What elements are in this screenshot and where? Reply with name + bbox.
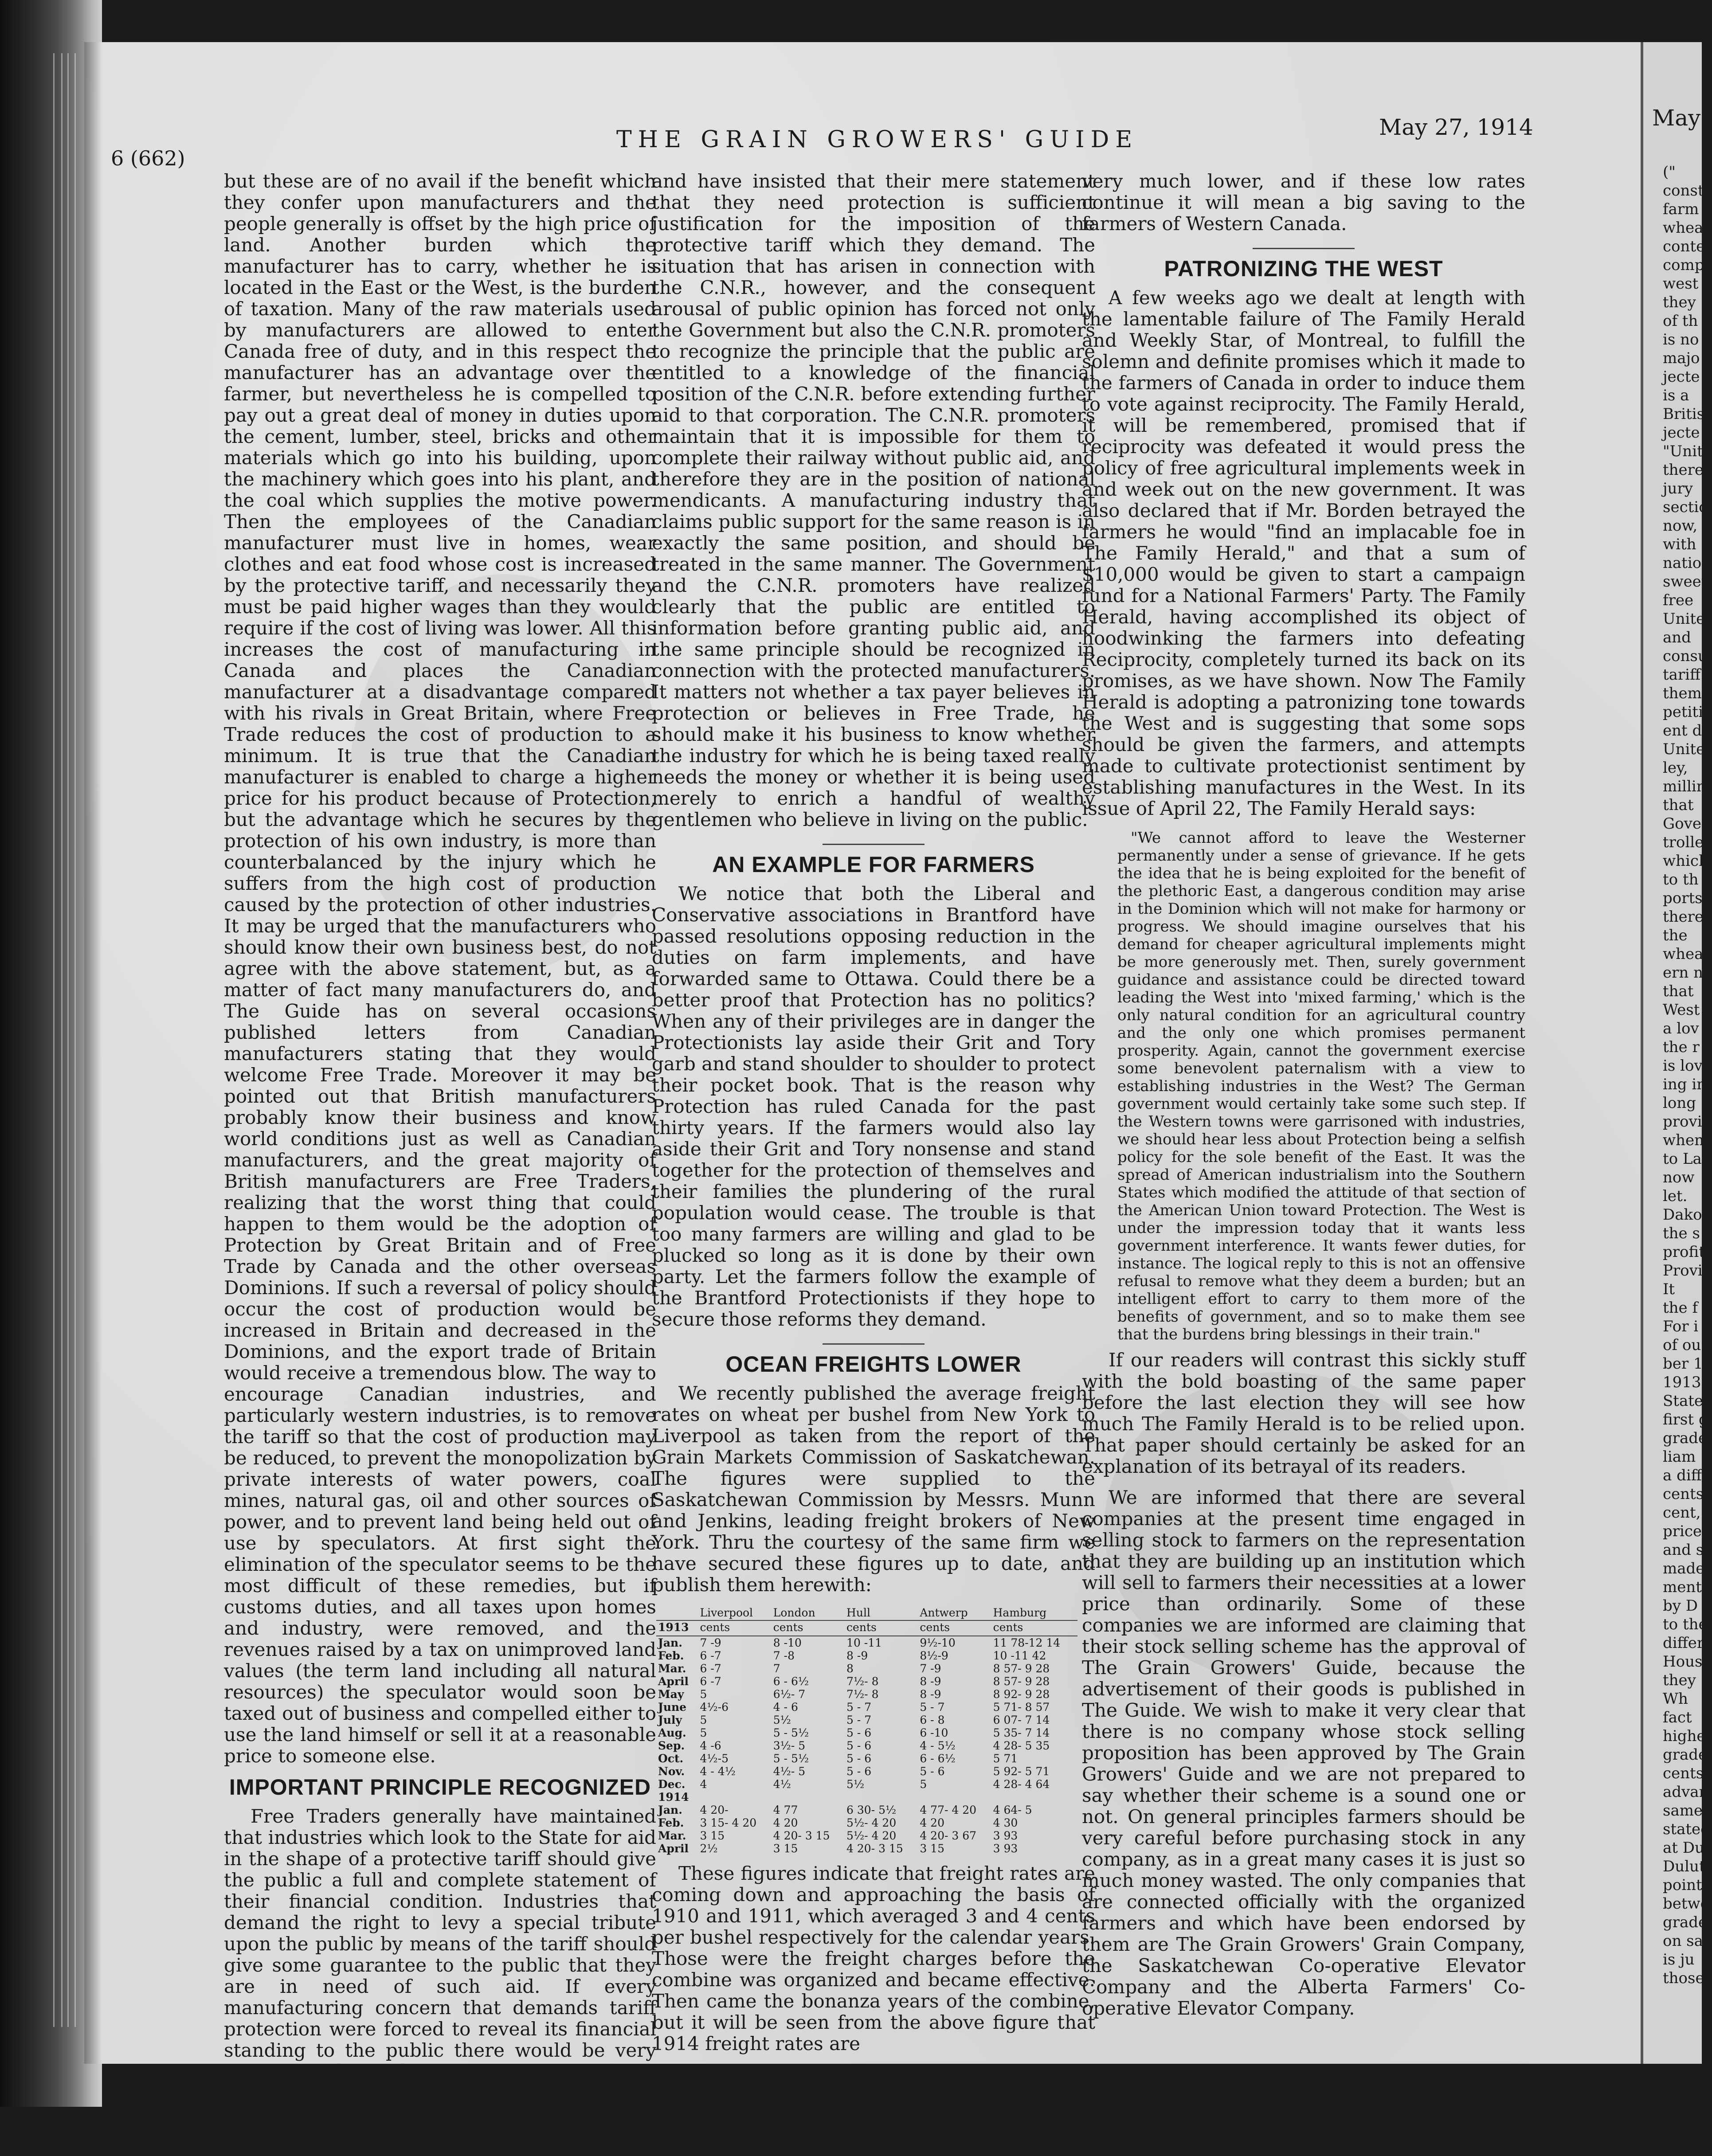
facing-page-text: first g — [1663, 1411, 1708, 1428]
table-cell: Jan. — [658, 1804, 682, 1816]
table-cell: 5 - 6 — [846, 1739, 872, 1752]
table-row — [656, 1688, 1077, 1701]
facing-page-text: there — [1663, 461, 1704, 479]
table-cell: 5 - 5½ — [773, 1726, 809, 1739]
table-cell: Dec. — [658, 1778, 686, 1791]
table-cell: 8 — [846, 1662, 854, 1675]
table-row — [656, 1675, 1077, 1688]
table-cell: 6 07- 7 14 — [993, 1714, 1050, 1726]
table-cell: 4 -6 — [700, 1739, 721, 1752]
facing-page-text: those — [1663, 1969, 1704, 1987]
facing-page-text: natio — [1663, 554, 1702, 572]
facing-page-text: ber 1 — [1663, 1355, 1703, 1373]
facing-page-text: Provi — [1663, 1262, 1703, 1280]
facing-page-text: differ — [1663, 1634, 1704, 1652]
table-row — [656, 1765, 1077, 1778]
table-cell: 6 - 6½ — [773, 1675, 809, 1688]
page-stack-edge — [67, 53, 69, 2027]
table-cell: Nov. — [658, 1765, 685, 1778]
facing-page-text: them — [1663, 685, 1702, 702]
facing-page-text: west — [1663, 275, 1699, 293]
table-cell: 5½ — [846, 1778, 865, 1791]
table-cell: 4 20- 3 67 — [920, 1829, 977, 1842]
facing-page-text: now, — [1663, 517, 1698, 535]
table-cell: 4 20 — [773, 1816, 798, 1829]
table-cell: 3½- 5 — [773, 1739, 806, 1752]
table-cell: 7 — [773, 1662, 780, 1675]
headline-ocean-freights-lower: OCEAN FREIGHTS LOWER — [725, 1352, 1022, 1377]
headline-important-principle: IMPORTANT PRINCIPLE RECOGNIZED — [229, 1775, 651, 1800]
table-cell: 5½ — [773, 1714, 791, 1726]
facing-page-text: to La — [1663, 1150, 1702, 1168]
section-divider — [823, 844, 925, 845]
facing-page-text: liam — [1663, 1448, 1696, 1466]
table-cell: 10 -11 42 — [993, 1649, 1046, 1662]
table-cell: 4 20 — [920, 1816, 944, 1829]
headline-patronizing-the-west: PATRONIZING THE WEST — [1164, 256, 1443, 281]
table-cell: 5 35- 7 14 — [993, 1726, 1050, 1739]
facing-page-text: Britis — [1663, 405, 1705, 423]
table-cell: 3 15- 4 20 — [700, 1816, 757, 1829]
table-cell: 7 -9 — [920, 1662, 941, 1675]
table-cell: 5½- 4 20 — [846, 1816, 897, 1829]
headline-example-for-farmers: AN EXAMPLE FOR FARMERS — [712, 852, 1035, 877]
table-row — [656, 1726, 1077, 1739]
facing-page-text: cent, — [1663, 1504, 1701, 1522]
facing-page-text: 1913, — [1663, 1373, 1706, 1391]
table-cell: April — [658, 1842, 689, 1855]
section-divider — [1253, 248, 1355, 249]
table-row — [656, 1791, 1077, 1804]
table-cell: 8 57- 9 28 — [993, 1675, 1050, 1688]
table-cell: 4 - 5½ — [920, 1739, 956, 1752]
facing-page-text: West — [1663, 1001, 1700, 1019]
facing-page-text: cents — [1663, 1765, 1704, 1782]
table-cell — [698, 1791, 771, 1804]
facing-page-text: grade — [1663, 1429, 1708, 1447]
table-cell: 4 64- 5 — [993, 1804, 1032, 1816]
facing-page-text: ment — [1663, 1578, 1702, 1596]
table-cell: 7 -9 — [700, 1636, 721, 1649]
table-cell: 6 - 8 — [920, 1714, 945, 1726]
column-2 — [652, 171, 1095, 2064]
table-cell: cents — [918, 1620, 991, 1636]
facing-page-text: let. — [1663, 1187, 1688, 1205]
facing-page-text: of th — [1663, 312, 1698, 330]
table-cell: 8 57- 9 28 — [993, 1662, 1050, 1675]
facing-page-text: highe — [1663, 1727, 1706, 1745]
facing-page-text: is a — [1663, 387, 1689, 404]
facing-page-text: ley, — [1663, 759, 1688, 777]
table-cell: 4 77- 4 20 — [920, 1804, 977, 1816]
facing-page-fragment — [1641, 42, 1712, 2064]
article-paragraph: If our readers will contrast this sickly stuff with the bold boasting of the same paper before the last election they will see how much The Family Herald is to be relied upon. That paper should certainly be asked for an explanation of its betrayal of its readers. — [1082, 1349, 1525, 1477]
table-cell: 5 - 6 — [846, 1765, 872, 1778]
table-row — [656, 1701, 1077, 1714]
facing-page-text: tariff — [1663, 666, 1701, 684]
table-cell: 4 30 — [993, 1816, 1018, 1829]
table-cell: Feb. — [658, 1816, 684, 1829]
table-cell: 6 30- 5½ — [846, 1804, 897, 1816]
article-paragraph: but these are of no avail if the benefit which they confer upon manufacturers and the people generally is offset by the high price of land. Another burden which the manufacturer has to carry, whether he is located in the East or the West, is the burden of taxation. Many of the raw materials used by manufacturers are allowed to enter Canada free of duty, and in this respect the manufacturer has an advantage over the farmer, but nevertheless he is compelled to pay out a great deal of money in duties upon the cement, lumber, steel, bricks and other materials which go into his building, upon the machinery which goes into his plant, and the coal which supplies the motive power. Then the employees of the Canadian manufacturer must live in homes, wear clothes and eat food whose cost is increased by the protective tariff, and necessarily they must be paid higher wages than they would require if the cost of living was lower. All this increases the cost of manufacturing in Canada and places the Canadian manufacturer at a disadvantage compared with his rivals in Great Britain, where Free Trade reduces the cost of production to a minimum. It is true that the Canadian manufacturer is enabled to charge a higher price for his product because of Protection, but the advantage which he secures by the protection of his own industry, is more than counterbalanced by the injury which he suffers from the high cost of production caused by the protection of other industries. It may be urged that the manufacturers who should know their own business best, do not agree with the above statement, but, as a matter of fact many manufacturers do, and The Guide has on several occasions published letters from Canadian manufacturers stating that they would welcome Free Trade. Moreover it may be pointed out that British manufacturers probably know their business and know world conditions just as well as Canadian manufacturers, and the great majority of British manufacturers are Free Traders, realizing that the worst thing that could happen to them would be the adoption of Protection by Great Britain and of Free Trade by Canada and the other overseas Dominions. If such a reversal of policy should occur the cost of production would be increased in Britain and decreased in the Dominions, and the export trade of Britain would receive a tremendous blow. The way to encourage Canadian industries, and particularly western industries, is to remove the tariff so that the cost of production may be reduced, to prevent the monopolization by private interests of water powers, coal mines, natural gas, oil and other sources of power, and to prevent land being held out of use by speculators. At first sight the elimination of the speculator seems to be the most difficult of these remedies, but if customs duties, and all taxes upon homes and industry, were removed, and the revenues raised by a tax on unimproved land values (the term land including all natural resources) the speculator would soon be taxed out of business and compelled either to use the land himself or sell it at a reasonable price to someone else. — [224, 170, 656, 1767]
facing-page-text: by D — [1663, 1597, 1698, 1615]
table-header-row — [656, 1605, 1077, 1620]
facing-page-text: whea — [1663, 945, 1704, 963]
table-cell: 10 -11 — [846, 1636, 882, 1649]
table-row — [656, 1816, 1077, 1829]
page-number: 6 (662) — [111, 146, 185, 170]
table-cell: 4 — [700, 1778, 707, 1791]
facing-page-text: Wh — [1663, 1690, 1688, 1708]
facing-page-text: State — [1663, 1392, 1704, 1410]
table-cell: 8 -10 — [773, 1636, 802, 1649]
table-cell: Mar. — [658, 1829, 686, 1842]
table-cell: 6½- 7 — [773, 1688, 806, 1701]
facing-page-text: ports — [1663, 889, 1703, 907]
facing-page-text: is no — [1663, 331, 1699, 348]
table-cell: 3 93 — [993, 1829, 1018, 1842]
table-cell: 5 — [700, 1688, 707, 1701]
article-paragraph: These figures indicate that freight rates are coming down and approaching the basis of 1910 and 1911, which averaged 3 and 4 cents per bushel respectively for the calendar years. Those were the freight charges before the combine was organized and became effective. Then came the bonanza years of the combine, but it will be seen from the above figure that 1914 freight rates are — [652, 1863, 1095, 2054]
table-cell: 5½- 4 20 — [846, 1829, 897, 1842]
facing-page-text: same — [1663, 1802, 1703, 1819]
table-cell: 4½-6 — [700, 1701, 729, 1714]
facing-page-text: Dako — [1663, 1206, 1702, 1224]
facing-page-text: consu — [1663, 647, 1708, 665]
facing-page-text: with — [1663, 536, 1696, 553]
table-row — [656, 1739, 1077, 1752]
table-cell: 5 71 — [993, 1752, 1018, 1765]
facing-page-text: (" — [1663, 163, 1676, 181]
facing-page-text: petiti — [1663, 703, 1703, 721]
article-paragraph: Free Traders generally have maintained that industries which look to the State for aid in the shape of a protective tariff should give the public a full and complete statement of their financial condition. Industries that demand the right to levy a special tribute upon the public by means of the tariff should give some guarantee to the public that they are in need of such aid. If every manufacturing concern that demands tariff protection were forced to reveal its financial standing to the public there would be very much less demand for tariff protection. The protectionists, however, and the governments which they control, have always denied this information to the public, — [224, 1805, 656, 2146]
table-cell: 5 - 7 — [846, 1701, 872, 1714]
facing-page-text: grade — [1663, 1913, 1708, 1931]
table-cell: 11 78-12 14 — [993, 1636, 1061, 1649]
facing-page-text: ing in — [1663, 1076, 1707, 1093]
facing-page-text: on sa — [1663, 1932, 1703, 1950]
table-header-cell: Liverpool — [698, 1605, 771, 1620]
table-cell: 3 93 — [993, 1842, 1018, 1855]
facing-page-text: Gove — [1663, 815, 1701, 833]
facing-page-text: is lov — [1663, 1057, 1703, 1075]
table-header-cell: Hamburg — [991, 1605, 1077, 1620]
table-row — [656, 1804, 1077, 1816]
table-cell: 8 -9 — [920, 1688, 941, 1701]
table-cell: 4½- 5 — [773, 1765, 806, 1778]
table-cell: 4 20- — [700, 1804, 729, 1816]
facing-page-text: point — [1663, 1876, 1702, 1894]
facing-page-text: the r — [1663, 1038, 1700, 1056]
table-cell: 3 15 — [700, 1829, 725, 1842]
table-row — [656, 1662, 1077, 1675]
facing-page-text: farm — [1663, 200, 1699, 218]
facing-page-text: the f — [1663, 1299, 1698, 1317]
issue-date: May 27, 1914 — [1379, 114, 1533, 140]
facing-page-text: May — [1652, 105, 1701, 131]
table-cell: Mar. — [658, 1662, 686, 1675]
table-row — [656, 1649, 1077, 1662]
table-units-row — [656, 1620, 1077, 1636]
facing-page-text: is ju — [1663, 1951, 1695, 1968]
facing-page-text: trolle — [1663, 833, 1704, 851]
table-cell: 4½ — [773, 1778, 791, 1791]
facing-page-text: and — [1663, 629, 1691, 646]
facing-page-text: "Unite — [1663, 442, 1712, 460]
table-header-cell: London — [772, 1605, 845, 1620]
facing-page-text: to the — [1663, 1616, 1708, 1633]
table-cell: 5 - 7 — [846, 1714, 872, 1726]
table-row — [656, 1842, 1077, 1855]
section-divider — [823, 1343, 925, 1345]
table-cell: July — [658, 1714, 682, 1726]
table-cell: 1913 — [656, 1620, 698, 1636]
facing-page-text: advan — [1663, 1783, 1709, 1801]
table-header-cell: Antwerp — [918, 1605, 991, 1620]
facing-page-text: Unite — [1663, 740, 1705, 758]
facing-page-text: there — [1663, 908, 1704, 926]
facing-page-text: now — [1663, 1169, 1695, 1186]
table-cell: 5 - 6 — [920, 1765, 945, 1778]
table-cell: 7 -8 — [773, 1649, 795, 1662]
facing-page-text: they — [1663, 293, 1696, 311]
facing-page-text: millin — [1663, 778, 1706, 795]
facing-page-text: a diff — [1663, 1467, 1702, 1484]
table-cell: 8 -9 — [920, 1675, 941, 1688]
table-cell: cents — [772, 1620, 845, 1636]
facing-page-text: fact — [1663, 1709, 1692, 1726]
facing-page-text: the — [1663, 927, 1688, 944]
page-stack-edge — [61, 53, 63, 2027]
facing-page-text: they — [1663, 1671, 1696, 1689]
facing-page-text: Unite — [1663, 610, 1705, 628]
facing-page-text: betwe — [1663, 1895, 1709, 1913]
table-header-cell: Hull — [845, 1605, 918, 1620]
table-cell: 5 92- 5 71 — [993, 1765, 1050, 1778]
freight-rate-table — [656, 1605, 1077, 1855]
table-cell — [772, 1791, 845, 1804]
facing-page-text: made — [1663, 1560, 1705, 1577]
article-paragraph: very much lower, and if these low rates continue it will mean a big saving to the farmers of Western Canada. — [1082, 170, 1525, 235]
facing-page-text: comp — [1663, 256, 1704, 274]
table-cell: 3 15 — [773, 1842, 798, 1855]
article-paragraph: We are informed that there are several companies at the present time engaged in selling stock to farmers on the representation that they are building up an institution which will sell to farmers their necessities at a lower price than ordinarily. Some of these companies we are informed are claiming that their stock selling scheme has the approval of The Grain Growers' Guide, because the advertisement of their goods is published in The Guide. We wish to make it very clear that there is no company whose stock selling proposition has been approved by The Grain Growers' Guide and we are not prepared to say whether their scheme is a sound one or not. On general principles farmers should be very careful before purchasing stock in any company, as in a great many cases it is just so much money wasted. The only companies that are connected officially with the organized farmers and which have been endorsed by them are The Grain Growers' Grain Company, the Saskatchewan Co-operative Elevator Company and the Alberta Farmers' Co-operative Elevator Company. — [1082, 1487, 1525, 2019]
table-cell: 5 — [700, 1714, 707, 1726]
quote-text: "We cannot afford to leave the Westerner permanently under a sense of grievance. If he gets the idea that he is being exploited for the benefit of the plethoric East, a dangerous condition may arise in the Dominion which will not make for harmony or progress. We should imagine ourselves that his demand for cheaper agricultural implements might be more generously met. Then, surely government guidance and assistance could be directed toward leading the West into 'mixed farming,' which is the only natural condition for an agricultural country and the only one which promises permanent prosperity. Again, cannot the government exercise some benevolent paternalism with a view to establishing industries in the West? The German government would certainly take some such step. If the Western towns were garrisoned with industries, we should hear less about Protection being a selfish policy for the sole benefit of the East. It was the spread of American industrialism into the Southern States which modified the attitude of that section of the American Union toward Protection. The West is under the impression today that it wants less government interference. It wants fewer duties, for instance. The logical reply to this is not an offensive refusal to remove what they deem a burden; but an intelligent effort to carry to them more of the benefits of government, and so to make them see that the burdens bring blessings in their train." — [1117, 829, 1525, 1343]
table-cell: June — [658, 1701, 687, 1714]
facing-page-text: For i — [1663, 1318, 1699, 1335]
table-cell: Oct. — [658, 1752, 684, 1765]
page-stack-edge — [74, 53, 76, 2027]
table-cell: 4 20- 3 15 — [846, 1842, 903, 1855]
facing-page-text: profit — [1663, 1243, 1705, 1261]
table-cell — [845, 1791, 918, 1804]
facing-page-text: of ou — [1663, 1336, 1701, 1354]
facing-page-text: sectic — [1663, 498, 1708, 516]
table-cell: 9½-10 — [920, 1636, 956, 1649]
table-cell — [991, 1791, 1077, 1804]
table-cell: Sep. — [658, 1739, 685, 1752]
facing-page-text: prices — [1663, 1522, 1710, 1540]
table-row — [656, 1752, 1077, 1765]
table-row — [656, 1714, 1077, 1726]
table-cell: 8 92- 9 28 — [993, 1688, 1050, 1701]
facing-page-text: jecte — [1663, 424, 1700, 442]
block-quote — [1082, 829, 1525, 1343]
table-cell: 6 -10 — [920, 1726, 948, 1739]
table-cell: 6 -7 — [700, 1662, 721, 1675]
facing-page-text: to th — [1663, 871, 1699, 888]
facing-page-text: and s — [1663, 1541, 1704, 1559]
table-cell: 6 -7 — [700, 1675, 721, 1688]
article-paragraph: A few weeks ago we dealt at length with the lamentable failure of The Family Herald and Weekly Star, of Montreal, to fulfill the solemn and definite promises which it made to the farmers of Canada in order to induce them to vote against reciprocity. The Family Herald, it will be remembered, promised that if reciprocity was defeated it would press the policy of free agricultural implements week in and week out on the new government. It was also declared that if Mr. Borden betrayed the farmers he would "find an implacable foe in The Family Herald," and that a sum of $10,000 would be given to start a campaign fund for a National Farmers' Party. The Family Herald, having accomplished its object of hoodwinking the farmers into defeating Reciprocity, completely turned its back on its promises, as we have shown. Now The Family Herald is adopting a patronizing tone towards the West and is suggesting that some sops should be given the farmers, and attempts made to cultivate protectionist sentiment by establishing manufactures in the West. In its issue of April 22, The Family Herald says: — [1082, 287, 1525, 819]
table-cell: Feb. — [658, 1649, 684, 1662]
facing-page-text: cents — [1663, 1485, 1704, 1503]
table-cell: Jan. — [658, 1636, 682, 1649]
table-header-cell — [656, 1605, 698, 1620]
facing-page-text: House — [1663, 1653, 1712, 1671]
table-cell: 4 28- 5 35 — [993, 1739, 1050, 1752]
facing-page-text: conte — [1663, 238, 1705, 255]
table-cell: 8 -9 — [846, 1649, 868, 1662]
table-row — [656, 1829, 1077, 1842]
table-cell: 4 28- 4 64 — [993, 1778, 1050, 1791]
table-cell: 7½- 8 — [846, 1675, 879, 1688]
facing-page-text: when — [1663, 1131, 1704, 1149]
table-cell: 7½- 8 — [846, 1688, 879, 1701]
facing-page-text: jecte — [1663, 368, 1700, 386]
table-cell: 5 71- 8 57 — [993, 1701, 1050, 1714]
facing-page-text: whea — [1663, 219, 1704, 237]
article-paragraph: We notice that both the Liberal and Conservative associations in Brantford have passed resolutions opposing reduction in the duties on farm implements, and have forwarded same to Ottawa. Could there be a better proof that Protection has no politics? When any of their privileges are in danger the Protectionists lay aside their Grit and Tory garb and stand shoulder to shoulder to protect their pocket book. That is the reason why Protection has ruled Canada for the past thirty years. If the farmers would also lay aside their Grit and Tory nonsense and stand together for the protection of themselves and their families the plundering of the rural population would cease. The trouble is that too many farmers are willing and glad to be plucked so long as it is done by their own party. Let the farmers follow the example of the Brantford Protectionists if they hope to secure those reforms they demand. — [652, 883, 1095, 1330]
table-cell: April — [658, 1675, 689, 1688]
page-stack-edge — [53, 53, 55, 2027]
table-cell: 6 - 6½ — [920, 1752, 956, 1765]
table-cell: 4 - 4½ — [700, 1765, 736, 1778]
masthead-title: THE GRAIN GROWERS' GUIDE — [616, 126, 1139, 153]
table-cell: 1914 — [658, 1791, 689, 1804]
table-cell: 4 20- 3 15 — [773, 1829, 830, 1842]
table-cell: Aug. — [658, 1726, 686, 1739]
facing-page-text: const — [1663, 182, 1704, 200]
facing-page-text: stated — [1663, 1820, 1710, 1838]
table-cell: 6 -7 — [700, 1649, 721, 1662]
facing-page-text: provi — [1663, 1113, 1702, 1131]
facing-page-text: majo — [1663, 349, 1700, 367]
table-cell: 5 - 5½ — [773, 1752, 809, 1765]
table-cell: 3 15 — [920, 1842, 944, 1855]
table-cell — [918, 1791, 991, 1804]
facing-page-text: sweet — [1663, 573, 1708, 591]
facing-page-text: free — [1663, 591, 1694, 609]
facing-page-text: that — [1663, 796, 1694, 814]
facing-page-text: which — [1663, 852, 1708, 870]
facing-page-text: grade — [1663, 1746, 1708, 1764]
facing-page-text: long — [1663, 1094, 1696, 1112]
facing-page-text: jury — [1663, 480, 1693, 497]
table-cell: cents — [845, 1620, 918, 1636]
article-paragraph: and have insisted that their mere statement that they need protection is sufficient justification for the imposition of the protective tariff which they demand. The situation that has arisen in connection with the C.N.R., however, and the consequent arousal of public opinion has forced not only the Government but also the C.N.R. promoters to recognize the principle that the public are entitled to a knowledge of the financial position of the C.N.R. before extending further aid to that corporation. The C.N.R. promoters maintain that it is impossible for them to complete their railway without public aid, and therefore they are in the position of national mendicants. A manufacturing industry that claims public support for the same reason is in exactly the same position, and should be treated in the same manner. The Government and the C.N.R. promoters have realized clearly that the public are entitled to information before granting public aid, and the same principle should be recognized in connection with the protected manufacturers. It matters not whether a tax payer believes in protection or believes in Free Trade, he should make it his business to know whether the industry for which he is being taxed really needs the money or whether it is being used merely to enrich a handful of wealthy gentlemen who believe in living on the public. — [652, 170, 1095, 830]
table-cell: 5 - 6 — [846, 1726, 872, 1739]
facing-page-text: the s — [1663, 1225, 1700, 1242]
column-3 — [1082, 171, 1525, 2029]
table-cell: 4 77 — [773, 1804, 798, 1816]
table-cell: 4½-5 — [700, 1752, 729, 1765]
facing-page-text: Dulut — [1663, 1858, 1705, 1875]
facing-page-text: a lov — [1663, 1020, 1699, 1037]
table-row — [656, 1778, 1077, 1791]
facing-page-text: ent d — [1663, 722, 1702, 740]
table-row — [656, 1636, 1077, 1649]
table-cell: 5 — [700, 1726, 707, 1739]
table-cell: May — [658, 1688, 684, 1701]
table-cell: 4 - 6 — [773, 1701, 798, 1714]
table-cell: cents — [698, 1620, 771, 1636]
column-1 — [224, 171, 656, 2156]
table-cell: 5 - 7 — [920, 1701, 945, 1714]
facing-page-text: It — [1663, 1280, 1675, 1298]
gutter-shadow — [84, 42, 102, 2064]
table-cell: 5 — [920, 1778, 927, 1791]
facing-page-text: that — [1663, 982, 1694, 1000]
facing-page-text: ern n — [1663, 964, 1703, 982]
article-paragraph: We recently published the average freight rates on wheat per bushel from New York to Liverpool as taken from the report of the Grain Markets Commission of Saskatchewan. The figures were supplied to the Saskatchewan Commission by Messrs. Munn and Jenkins, leading freight brokers of New York. Thru the courtesy of the same firm we have secured these figures up to date, and publish them herewith: — [652, 1382, 1095, 1596]
table-cell: cents — [991, 1620, 1077, 1636]
table-cell: 2½ — [700, 1842, 718, 1855]
facing-page-text: at Du — [1663, 1839, 1704, 1857]
table-cell: 8½-9 — [920, 1649, 948, 1662]
table-cell: 5 - 6 — [846, 1752, 872, 1765]
